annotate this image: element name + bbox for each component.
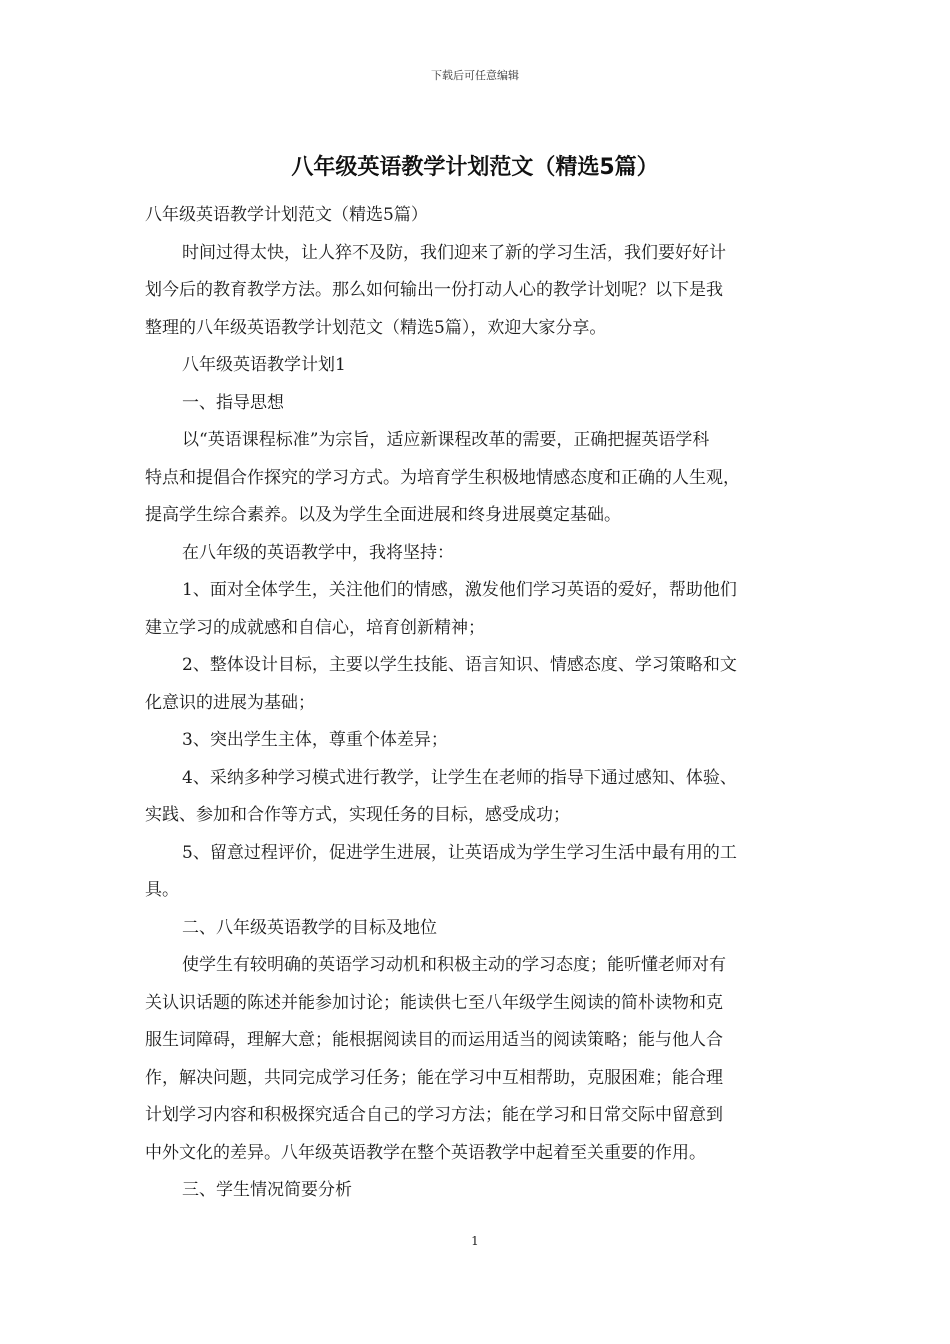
section-heading: 三、学生情况简要分析 [182,1180,352,1200]
paragraph-line: 划今后的教育教学方法。那么如何输出一份打动人心的教学计划呢？以下是我 [145,280,723,300]
paragraph-line: 作，解决问题，共同完成学习任务；能在学习中互相帮助，克服困难；能合理 [145,1067,723,1088]
paragraph-line: 使学生有较明确的英语学习动机和积极主动的学习态度；能听懂老师对有 [182,955,726,975]
paragraph-line: 中外文化的差异。八年级英语教学在整个英语教学中起着至关重要的作用。 [145,1142,706,1163]
list-item-line: 4、采纳多种学习模式进行教学，让学生在老师的指导下通过感知、体验、 [182,767,737,788]
paragraph-line: 关认识话题的陈述并能参加讨论；能读供七至八年级学生阅读的简朴读物和克 [145,992,723,1013]
paragraph-line: 服生词障碍，理解大意；能根据阅读目的而运用适当的阅读策略；能与他人合 [145,1030,723,1050]
paragraph-line: 以“英语课程标准”为宗旨，适应新课程改革的需要，正确把握英语学科 [182,430,710,450]
section-heading: 八年级英语教学计划1 [182,355,346,375]
header-note: 下载后可任意编辑 [431,69,519,82]
list-item-line: 1、面对全体学生，关注他们的情感，激发他们学习英语的爱好，帮助他们 [182,580,737,600]
list-item-line: 5、留意过程评价，促进学生进展，让英语成为学生学习生活中最有用的工 [182,842,737,863]
document-title: 八年级英语教学计划范文（精选5篇） [291,155,659,180]
paragraph-line: 提高学生综合素养。以及为学生全面进展和终身进展奠定基础。 [145,505,621,525]
paragraph-line: 计划学习内容和积极探究适合自己的学习方法；能在学习和日常交际中留意到 [145,1105,723,1125]
paragraph-line: 在八年级的英语教学中，我将坚持： [182,542,454,563]
paragraph-line: 特点和提倡合作探究的学习方式。为培育学生积极地情感态度和正确的人生观， [145,467,740,488]
section-heading: 一、指导思想 [182,392,284,413]
paragraph-line: 时间过得太快，让人猝不及防，我们迎来了新的学习生活，我们要好好计 [182,242,726,263]
document-body [145,197,815,1210]
list-item-line: 实践、参加和合作等方式，实现任务的目标，感受成功； [145,805,570,825]
section-heading: 二、八年级英语教学的目标及地位 [182,917,437,938]
list-item-line: 2、整体设计目标，主要以学生技能、语言知识、情感态度、学习策略和文 [182,655,737,675]
list-item-line: 建立学习的成就感和自信心，培育创新精神； [145,617,485,638]
list-item-line: 化意识的进展为基础； [145,692,315,713]
list-item-line: 具。 [145,880,179,900]
page-number: 1 [471,1234,479,1248]
list-item-line: 3、突出学生主体，尊重个体差异； [182,730,448,750]
subtitle-line: 八年级英语教学计划范文（精选5篇） [145,205,428,225]
paragraph-line: 整理的八年级英语教学计划范文（精选5篇），欢迎大家分享。 [145,317,607,338]
